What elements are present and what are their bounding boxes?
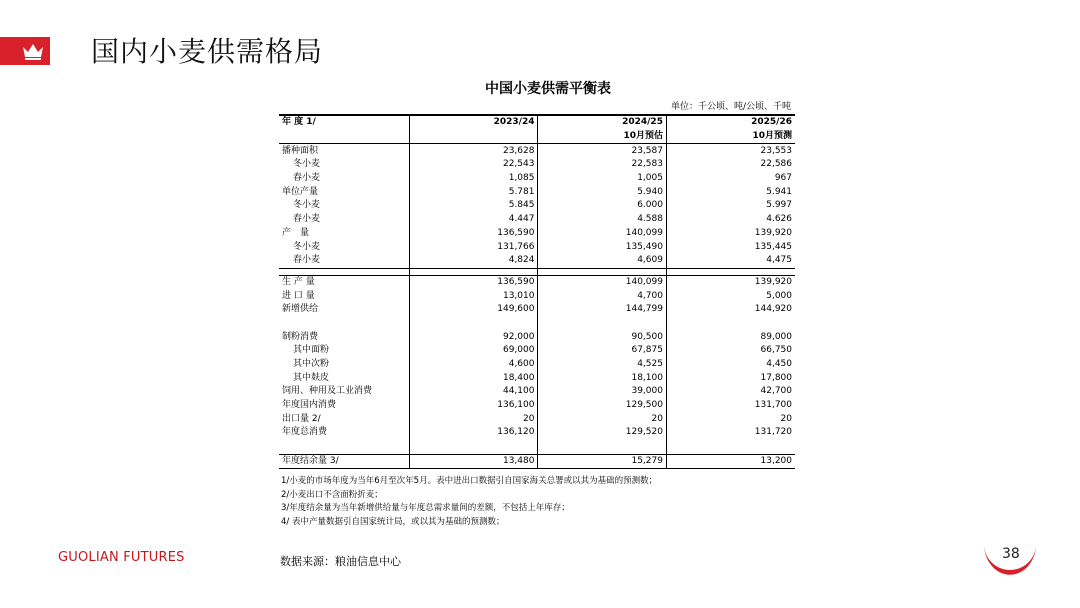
row-label: 生 产 量 [282, 276, 315, 287]
row-label: 年度总消费 [282, 427, 328, 438]
crown-icon [21, 41, 45, 61]
ending-value: 13,200 [666, 454, 795, 469]
table-row [279, 358, 795, 372]
row-value: 4.588 [538, 213, 666, 227]
row-value: 18,400 [410, 371, 538, 385]
blank [410, 317, 538, 331]
row-value: 39,000 [538, 385, 666, 399]
row-value: 5.845 [410, 199, 538, 213]
row-value: 5.997 [666, 199, 795, 213]
row-value: 131,720 [666, 426, 795, 440]
spacer-row [279, 268, 795, 275]
row-value: 13,010 [410, 289, 538, 303]
table-row [279, 254, 795, 268]
row-label: 其中麸皮 [293, 372, 330, 383]
table-row [279, 185, 795, 199]
row-label: 冬小麦 [293, 241, 321, 252]
row-value: 18,100 [538, 371, 666, 385]
header-row [279, 115, 795, 130]
ending-value: 13,480 [410, 454, 538, 469]
row-value: 6.000 [538, 199, 666, 213]
spacer [666, 268, 795, 275]
data-source: 数据来源：粮油信息中心 [280, 555, 401, 568]
row-value: 44,100 [410, 385, 538, 399]
blank [279, 317, 410, 331]
row-label: 年度国内消费 [282, 400, 337, 411]
row-value: 5,000 [666, 289, 795, 303]
row-label: 播种面积 [282, 145, 319, 156]
spacer [279, 268, 410, 275]
row-value: 136,120 [410, 426, 538, 440]
row-value: 1,005 [538, 172, 666, 186]
row-value: 131,766 [410, 240, 538, 254]
table-unit: 单位：千公顷、吨/公顷、千吨 [670, 102, 791, 112]
row-value: 5.941 [666, 185, 795, 199]
table-row [279, 275, 795, 289]
table-row [279, 426, 795, 440]
row-value: 66,750 [666, 344, 795, 358]
row-value: 144,799 [538, 303, 666, 317]
row-value: 4,450 [666, 358, 795, 372]
row-value: 135,445 [666, 240, 795, 254]
row-value: 135,490 [538, 240, 666, 254]
row-value: 967 [666, 172, 795, 186]
ending-value: 15,279 [538, 454, 666, 469]
header-sub [410, 130, 538, 144]
table-notes [281, 475, 795, 529]
row-value: 4.626 [666, 213, 795, 227]
blank [410, 440, 538, 454]
row-value: 140,099 [538, 227, 666, 241]
row-value: 42,700 [666, 385, 795, 399]
row-label: 冬小麦 [293, 159, 321, 170]
note-4: 4/ 表中产量数据引自国家统计局，或以其为基础的预测数； [281, 516, 505, 527]
balance-table-figure [275, 78, 795, 529]
header-year: 2023/24 [410, 115, 538, 130]
blank [538, 440, 666, 454]
note-3: 3/年度结余量为当年新增供给量与年度总需求量间的差额，不包括上年库存； [281, 503, 570, 514]
header-blank [279, 130, 410, 144]
row-value: 23,553 [666, 144, 795, 158]
row-value: 89,000 [666, 330, 795, 344]
row-label: 出口量 2/ [282, 413, 321, 424]
blank [666, 440, 795, 454]
page-number: 38 [1002, 546, 1020, 562]
row-value: 22,586 [666, 158, 795, 172]
table-row [279, 289, 795, 303]
blank [538, 317, 666, 331]
row-label: 春小麦 [293, 173, 321, 184]
row-label: 产 量 [282, 227, 310, 238]
table-row [279, 172, 795, 186]
slide-title: 国内小麦供需格局 [91, 35, 324, 68]
row-value: 4,475 [666, 254, 795, 268]
row-value: 136,590 [410, 275, 538, 289]
header-year: 2024/25 [538, 115, 666, 130]
row-label: 制粉消费 [282, 331, 319, 342]
table-row [279, 330, 795, 344]
row-value: 22,543 [410, 158, 538, 172]
table-row [279, 303, 795, 317]
spacer [410, 268, 538, 275]
row-value: 1,085 [410, 172, 538, 186]
ending-row [279, 454, 795, 469]
row-value: 129,500 [538, 399, 666, 413]
row-value: 144,920 [666, 303, 795, 317]
table-row [279, 199, 795, 213]
row-label: 单位产量 [282, 186, 319, 197]
note-1: 1/小麦的市场年度为当年6月至次年5月。表中进出口数据引自国家海关总署或以其为基础的预测数； [281, 476, 658, 487]
table-row [279, 240, 795, 254]
row-value: 136,590 [410, 227, 538, 241]
table-row [279, 213, 795, 227]
spacer [538, 268, 666, 275]
row-value: 4,609 [538, 254, 666, 268]
blank [279, 440, 410, 454]
row-value: 92,000 [410, 330, 538, 344]
blank [666, 317, 795, 331]
row-value: 139,920 [666, 227, 795, 241]
table-row [279, 144, 795, 158]
row-value: 20 [538, 412, 666, 426]
table-row [279, 399, 795, 413]
row-label: 进 口 量 [282, 290, 315, 301]
row-value: 69,000 [410, 344, 538, 358]
row-value: 131,700 [666, 399, 795, 413]
logo-badge [0, 37, 50, 65]
header-label: 年 度 1/ [279, 115, 410, 130]
note-2: 2/小麦出口不含面粉折麦； [281, 489, 383, 500]
row-value: 22,583 [538, 158, 666, 172]
row-label: 新增供给 [282, 304, 319, 315]
table-row [279, 371, 795, 385]
row-value: 149,600 [410, 303, 538, 317]
supply-demand-table [279, 114, 795, 469]
table-row [279, 385, 795, 399]
row-value: 140,099 [538, 275, 666, 289]
row-value: 23,628 [410, 144, 538, 158]
row-value: 139,920 [666, 275, 795, 289]
row-value: 4.447 [410, 213, 538, 227]
row-value: 5.781 [410, 185, 538, 199]
blank-row [279, 440, 795, 454]
row-label: 冬小麦 [293, 200, 321, 211]
row-label: 其中次粉 [293, 359, 330, 370]
header-year: 2025/26 [666, 115, 795, 130]
table-row [279, 158, 795, 172]
row-value: 23,587 [538, 144, 666, 158]
table-title: 中国小麦供需平衡表 [485, 81, 611, 97]
row-value: 4,525 [538, 358, 666, 372]
row-value: 136,100 [410, 399, 538, 413]
row-label: 春小麦 [279, 254, 410, 268]
row-label: 春小麦 [293, 214, 321, 225]
row-label: 饲用、种用及工业消费 [282, 386, 373, 397]
ending-label: 年度结余量 3/ [279, 454, 410, 469]
row-value: 20 [410, 412, 538, 426]
header-sub-row [279, 130, 795, 144]
brand-name: GUOLIAN FUTURES [58, 550, 185, 565]
table-row [279, 227, 795, 241]
row-value: 17,800 [666, 371, 795, 385]
row-value: 4,700 [538, 289, 666, 303]
blank-row [279, 317, 795, 331]
row-value: 67,875 [538, 344, 666, 358]
row-value: 20 [666, 412, 795, 426]
row-value: 90,500 [538, 330, 666, 344]
row-value: 4,824 [410, 254, 538, 268]
row-value: 129,520 [538, 426, 666, 440]
table-row [279, 412, 795, 426]
header-sub: 10月预测 [666, 130, 795, 144]
table-row [279, 344, 795, 358]
row-label: 其中面粉 [293, 345, 330, 356]
row-value: 4,600 [410, 358, 538, 372]
header-sub: 10月预估 [538, 130, 666, 144]
row-value: 5.940 [538, 185, 666, 199]
